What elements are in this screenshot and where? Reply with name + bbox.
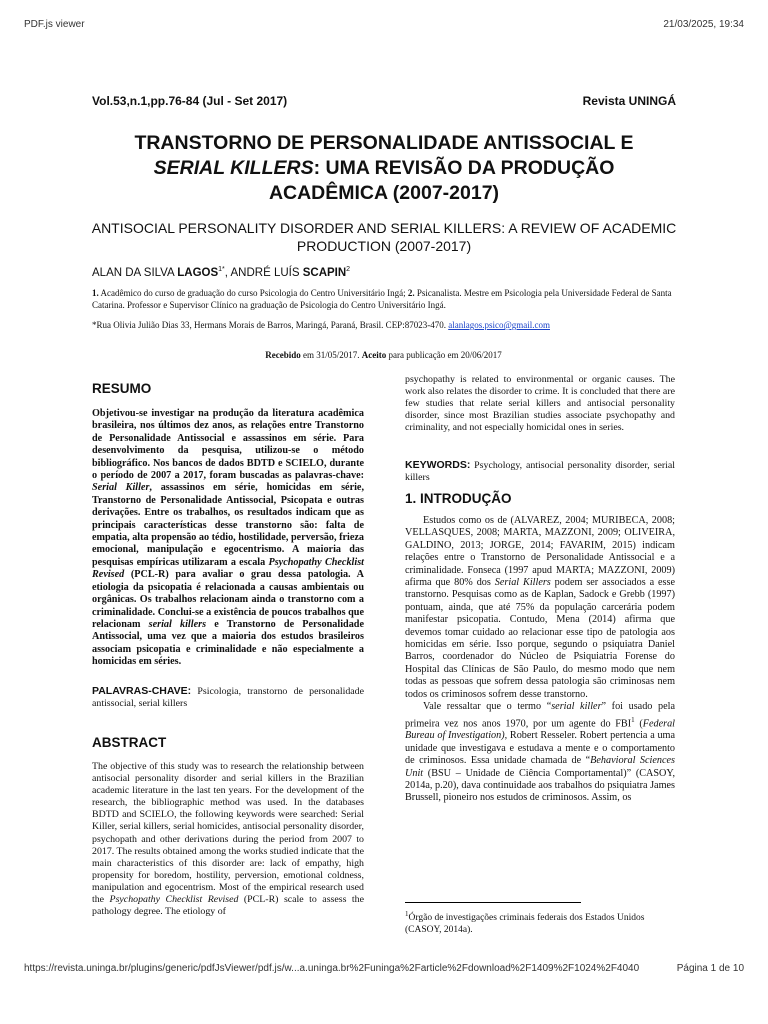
resumo-part-4: e Transtorno de Personalidade Antissocial, uma vez que a maioria dos estudos brasileiros associam psicopatia e criminalidade e não especialmente a homicidas em séries. [92,618,364,668]
affil-2-num: 2. [407,288,415,298]
keywords [405,459,675,484]
author-separator: , ANDRÉ LUÍS [224,266,303,279]
footnote-ref: 1 [631,715,635,724]
affiliations [92,288,675,311]
accepted-label: Aceito [361,350,387,360]
correspondence-address [92,320,675,330]
author-2-surname: SCAPIN [302,266,347,279]
intro-p2-italic-1: serial killer [551,701,602,713]
author-1-surname: LAGOS [177,266,219,279]
abstract-text [92,761,364,918]
title-line-1: TRANSTORNO DE PERSONALIDADE ANTISSOCIAL E [134,132,634,154]
journal-name: Revista UNINGÁ [582,94,676,108]
palavras-chave [92,685,364,710]
resumo-heading: RESUMO [92,381,152,396]
email-link[interactable]: alanlagos.psico@gmail.com [448,320,550,330]
intro-p2-italic-2: Federal Bureau of Investigation), [405,717,675,742]
footnote-number: 1 [405,910,409,918]
intro-paragraph-1 [405,515,675,701]
intro-p1-part-b: podem ser associados a esse transtorno. Pesquisas como as de Kaplan, Sadock e Grebb (1997) pontuam, ainda, que até 75% da população carcerária podem manifestar psicopatia. Contudo, Mena (2014) afirma que devemos tomar cuidado ao relacionar esse tipo de patologia aos homicidas em série. Isso porque, segundo o psiquiatra Daniel Barros, coordenador do Núcleo de Psiquiatria Forense do Hospital das Clínicas de São Paulo, do mesmo modo que nem todas as pessoas que sofrem dessa patologia são criminosas nem todos os criminosos sofrem desse transtorno. [405,577,675,700]
title-line-3: ACADÊMICA (2007-2017) [268,182,500,204]
intro-paragraph-2 [405,701,675,805]
author-1-sup: 1* [218,266,225,273]
author-2-sup: 2 [346,266,351,273]
title-line-2 [60,156,708,181]
resumo-italic-1: Serial Killer [92,482,150,494]
abstract-part-2: (PCL-R) scale to assess the pathology degree. The etiology of [92,894,364,918]
received-dates [92,350,675,360]
intro-p2-italic-3: Behavioral Sciences Unit [405,755,675,779]
received-label: Recebido [265,350,301,360]
received-date: em 31/05/2017. [300,350,362,360]
intro-p2-part-b: ” foi usado pela primeira vez nos anos 1970, por um agente do FBI [405,701,675,729]
palavras-chave-label: PALAVRAS-CHAVE: [92,685,192,697]
page-url: https://revista.uninga.br/plugins/generic/pdfJsViewer/pdf.js/w...a.uninga.br%2Funinga%2Farticle%2Fdownload%2F1409%2F1024%2F4040 [24,963,640,974]
title-line-2-rest: : UMA REVISÃO DA PRODUÇÃO [313,157,615,179]
resumo-text [92,408,364,669]
palavras-chave-text: Psicologia, transtorno de personalidade antissocial, serial killers [92,686,364,710]
english-title: ANTISOCIAL PERSONALITY DISORDER AND SERIAL KILLERS: A REVIEW OF ACADEMIC PRODUCTION (2007-2017) [91,220,677,254]
intro-p1-italic: Serial Killers [494,577,551,589]
intro-body [405,515,675,805]
accepted-date: para publicação em 20/06/2017 [386,350,502,360]
title-italic: SERIAL KILLERS [153,157,314,179]
resumo-italic-3: serial killers [148,618,207,630]
affil-1-num: 1. [92,288,99,298]
abstract-part-1: The objective of this study was to research the relationship between antisocial personality disorder and serial killers in the Brazilian academic literature in the last ten years. For the development of the research, the bibliographic method was used. In the databases BDTD and SCIELO, the following keywords were searched: Serial Killer, serial killers, serial homicides, antisocial personality disorder, psychopath and other derivations during the period from 2007 to 2017. The results obtained among the works studied indicate that the main characteristics of this disorder are: lack of empathy, high propensity for boredom, hostility, perversion, emotional coldness, manipulation and egocentrism. Most of the empirical research used the [92,761,364,906]
author-1-given: ALAN DA SILVA [92,266,178,279]
footnote [405,908,675,936]
affil-2-text: Psicanalista. Mestre em Psicologia pela Universidade Federal de Santa Catarina. Professor e Supervisor Clínico na graduação de Psicologia do Centro Universitário Ingá. [92,288,672,310]
abstract-heading: ABSTRACT [92,735,167,750]
viewer-title: PDF.js viewer [24,19,85,30]
resumo-italic-2: Psychopathy Checklist Revised [92,556,364,581]
abstract-italic-1: Psychopathy Checklist Revised [109,894,239,906]
footnote-text: Órgão de investigações criminais federais dos Estados Unidos (CASOY, 2014a). [405,913,645,936]
address-text: *Rua Olivia Julião Dias 33, Hermans Morais de Barros, Maringá, Paraná, Brasil. CEP:87023-470. [92,320,449,330]
article-title [60,131,708,206]
intro-p2-part-d: Robert Resseler. Robert pertencia a uma unidade que investigava e estudava a mente e o comportamento de criminosos. Essa unidade chamada de “ [405,730,675,767]
resumo-part-1: Objetivou-se investigar na produção da literatura acadêmica brasileira, nos últimos dez anos, as relações entre Transtorno de Personalidade Antissocial e assassinos em série. Para desenvolvimento da pesquisa, utilizou-se o método bibliográfico. Nos bancos de dados BDTD e SCIELO, durante o período de 2007 a 2017, foram buscadas as palavras-chave: [92,408,364,482]
intro-heading: 1. INTRODUÇÃO [405,491,512,506]
resumo-part-2: , assassinos em série, homicidas em série, Transtorno de Personalidade Antissocial, Psicopata e outras derivações. Entre os trabalhos, os resultados indicam que as principais características desse transtorno são: falta de empatia, alta propensão ao tédio, hostilidade, perversão, frieza emocional, manipulação e egocentrismo. A maioria das pesquisas empíricas utilizaram a escala [92,482,364,568]
volume-info: Vol.53,n.1,pp.76-84 (Jul - Set 2017) [92,94,288,108]
authors [92,266,350,279]
affil-1-text: Acadêmico do curso de graduação do curso Psicologia do Centro Universitário Ingá; [98,288,408,298]
keywords-label: KEYWORDS: [405,459,471,471]
page-indicator: Página 1 de 10 [676,963,744,974]
intro-p2-part-c: ( [634,717,643,729]
abstract-continued: psychopathy is related to environmental or organic causes. The work also relates the disorder to crime. It is concluded that there are few studies that relate serial killers and antisocial personality disorder, since most Brazilian studies associate psychopathy and criminality, and not especially homicidal ones in series. [405,374,675,434]
footnote-divider [405,902,581,903]
intro-p1-part-a: Estudos como os de (ALVAREZ, 2004; MURIBECA, 2008; VELLASQUES, 2008; MARTA, MAZZONI, 2009; OLIVEIRA, GALDINO, 2013; JORGE, 2014; FAVARIM, 2015) indicam relações entre o Transtorno de Personalidade Antissocial e a criminalidade. Fonseca (1997 apud MARTA; MAZZONI, 2009) afirma que 80% dos [405,515,675,589]
intro-p2-part-e: (BSU – Unidade de Ciência Comportamental)” (CASOY, 2014a, p.20), dava continuidade aos trabalhos do psiquiatra James Brussell, pioneiro nos estudos de criminosos. Assim, os [405,767,675,804]
intro-p2-part-a: Vale ressaltar que o termo “ [423,701,552,713]
resumo-part-3: (PCL-R) para avaliar o grau dessa patologia. A etiologia da psicopatia é relacionada a causas ambientais ou orgânicas. Os trabalhos relacionam ainda o transtorno com a criminalidade. Conclui-se a existência de poucos trabalhos que relacionam [92,569,364,630]
keywords-text: Psychology, antisocial personality disorder, serial killers [405,460,675,484]
print-datetime: 21/03/2025, 19:34 [663,19,744,30]
